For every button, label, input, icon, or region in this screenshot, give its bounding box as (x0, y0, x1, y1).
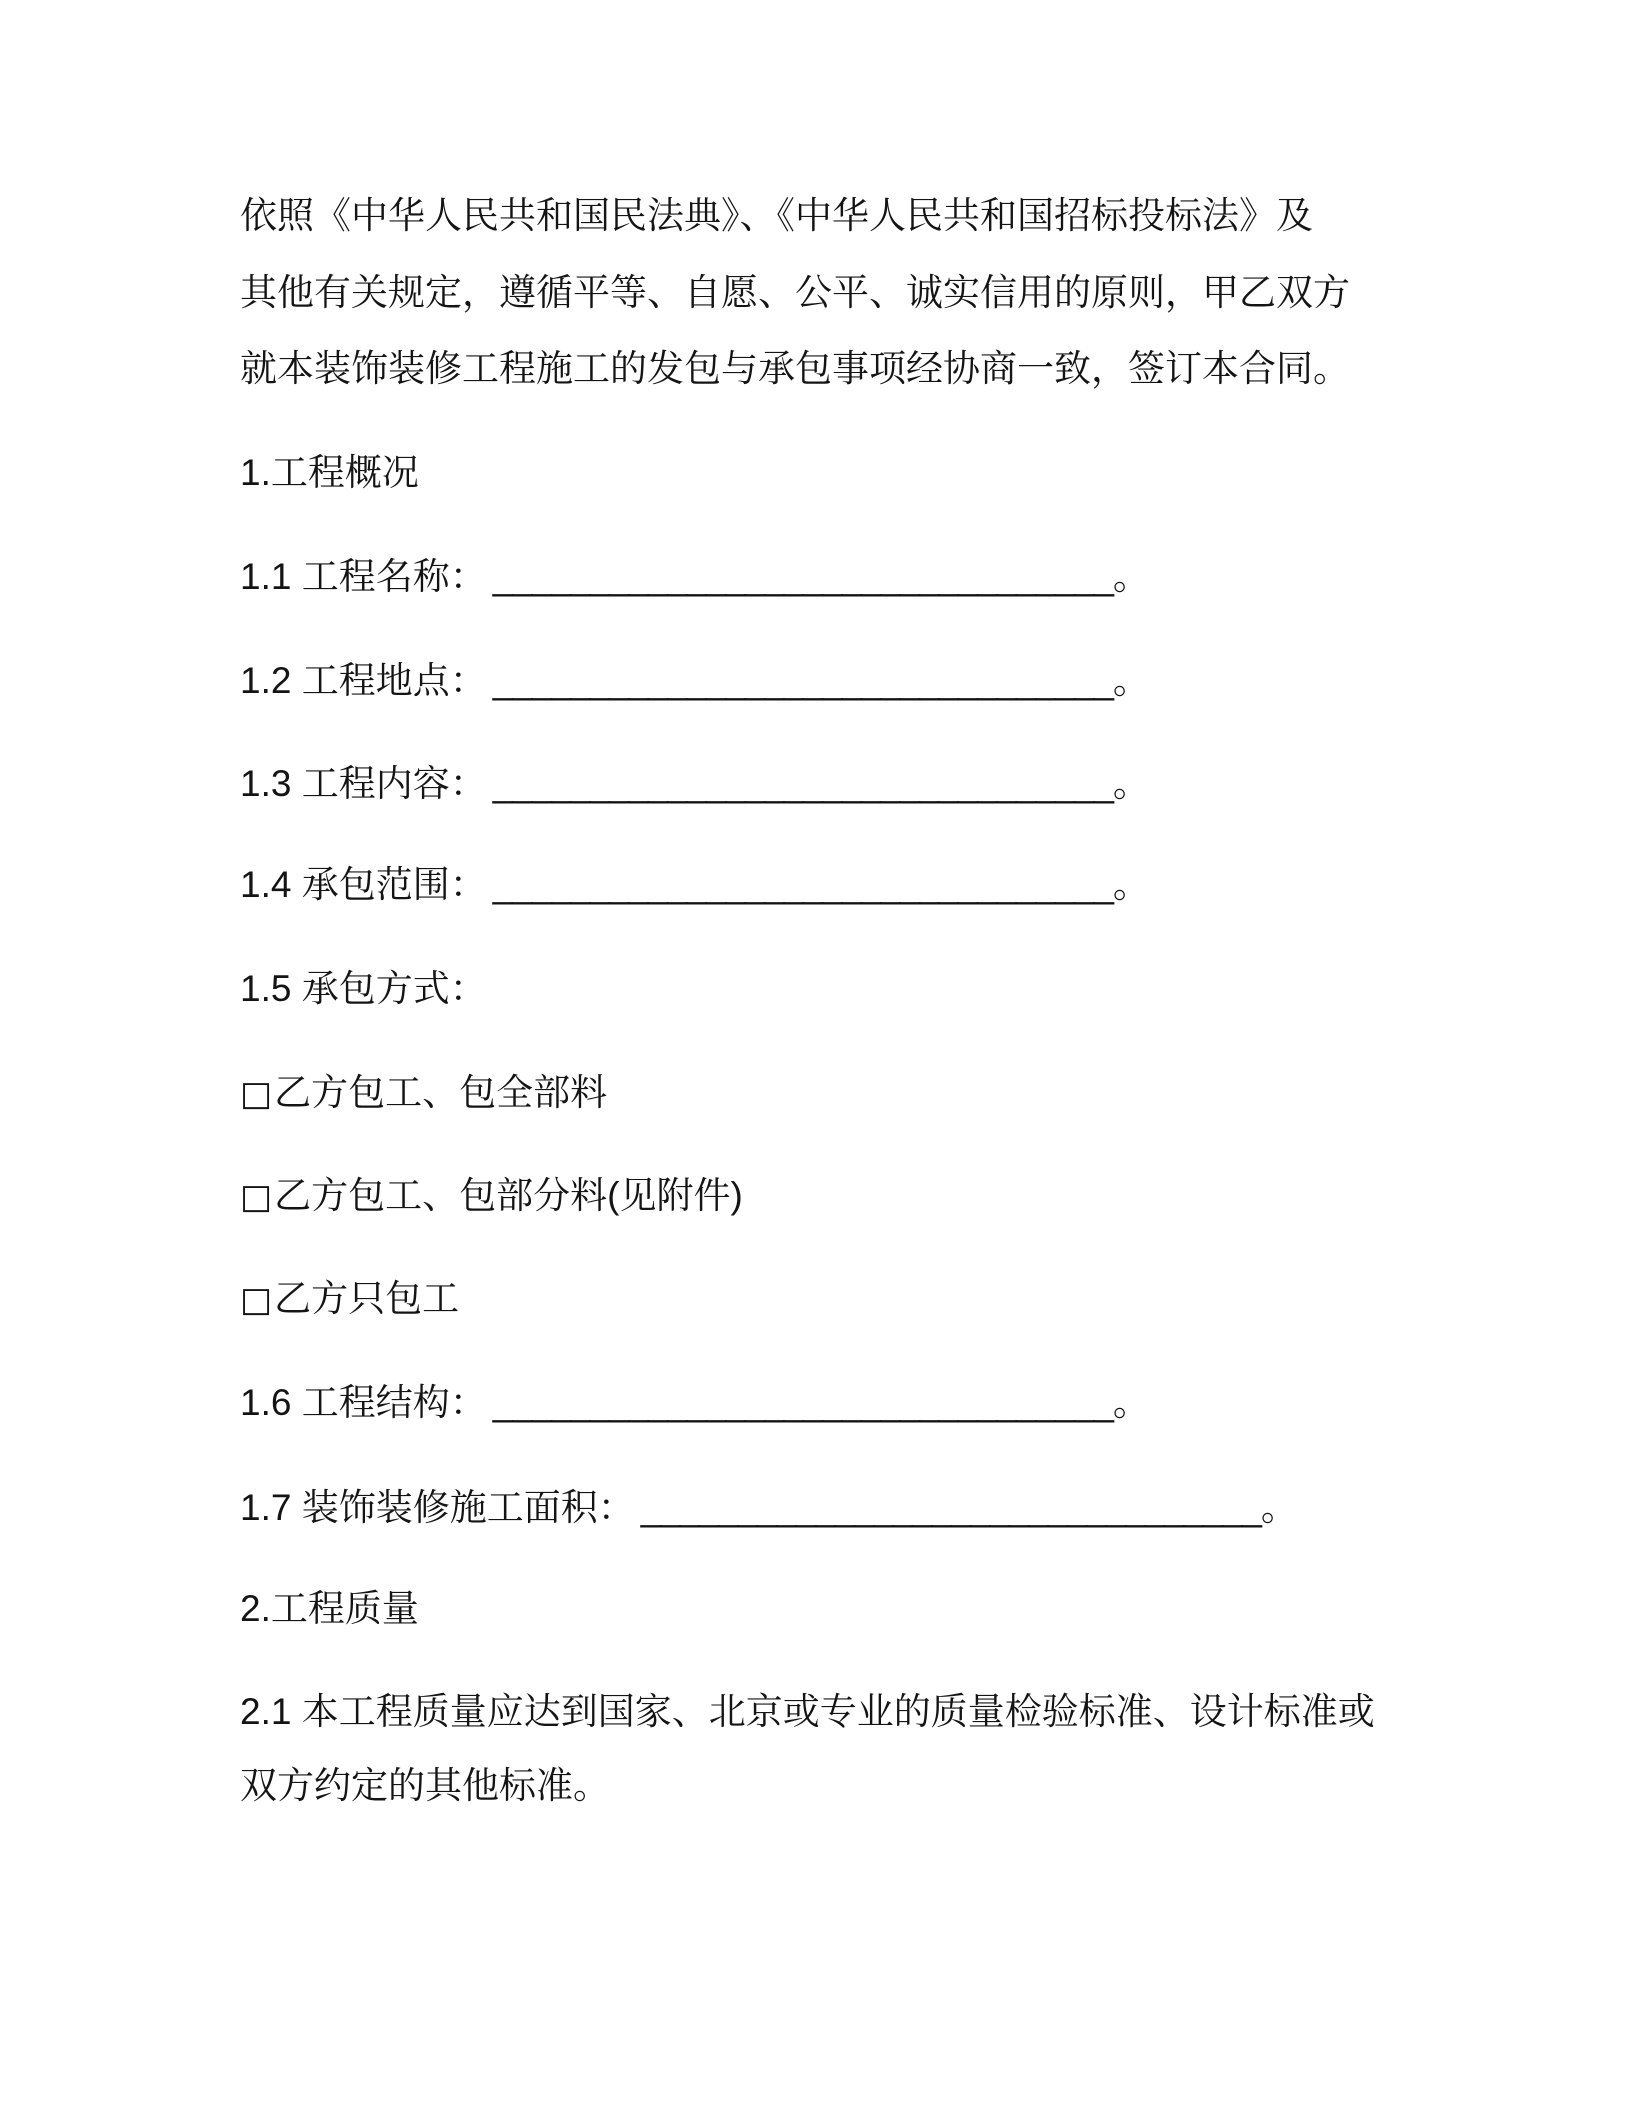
fill-in-blank: ________________________________ (492, 556, 1113, 597)
intro-line: 依照《中华人民共和国民法典》、《中华人民共和国招标投标法》及 (240, 195, 1313, 236)
contract-method-option (240, 1261, 459, 1338)
field-label: 1.1 工程名称： (240, 556, 487, 597)
field-project-content (240, 746, 1150, 822)
contract-method-option (240, 1158, 743, 1235)
field-label: 1.7 装饰装修施工面积： (240, 1487, 635, 1528)
section-1-heading: 1.工程概况 (240, 452, 419, 493)
option-label: 乙方包工、包部分料(见附件) (274, 1175, 743, 1216)
checkbox-icon: □ (240, 1074, 273, 1114)
field-contract-method-label: 1.5 承包方式： (240, 968, 487, 1009)
field-label: 1.3 工程内容： (240, 763, 487, 804)
field-end-punct: 。 (1112, 660, 1150, 701)
fill-in-blank: ________________________________ (492, 864, 1113, 905)
field-end-punct: 。 (1112, 864, 1150, 905)
fill-in-blank: ________________________________ (492, 1382, 1113, 1423)
field-end-punct: 。 (1112, 763, 1150, 804)
field-decoration-area (240, 1470, 1298, 1546)
clause-2-1-paragraph (240, 1675, 1375, 1823)
contract-method-option (240, 1055, 607, 1132)
fill-in-blank: ________________________________ (492, 763, 1113, 804)
option-label: 乙方只包工 (274, 1278, 460, 1319)
section-2-heading: 2.工程质量 (240, 1588, 419, 1629)
field-end-punct: 。 (1260, 1487, 1298, 1528)
field-end-punct: 。 (1112, 1382, 1150, 1423)
field-project-location (240, 643, 1150, 719)
field-project-structure (240, 1365, 1150, 1441)
field-contract-scope (240, 847, 1150, 923)
option-label: 乙方包工、包全部料 (274, 1072, 608, 1113)
intro-line: 其他有关规定，遵循平等、自愿、公平、诚实信用的原则，甲乙双方 (240, 271, 1350, 313)
clause-line: 2.1 本工程质量应达到国家、北京或专业的质量检验标准、设计标准或 (240, 1691, 1375, 1732)
checkbox-icon: □ (240, 1280, 273, 1320)
fill-in-blank: ________________________________ (492, 660, 1113, 701)
field-label: 1.4 承包范围： (240, 864, 487, 905)
clause-line: 双方约定的其他标准。 (240, 1765, 610, 1806)
field-label: 1.2 工程地点： (240, 660, 487, 701)
intro-line: 就本装饰装修工程施工的发包与承包事项经协商一致，签订本合同。 (240, 348, 1350, 389)
field-end-punct: 。 (1112, 556, 1150, 597)
fill-in-blank: ________________________________ (640, 1487, 1261, 1528)
field-label: 1.6 工程结构： (240, 1382, 487, 1423)
checkbox-icon: □ (240, 1177, 273, 1217)
field-project-name (240, 539, 1150, 615)
intro-paragraph (240, 178, 1350, 408)
